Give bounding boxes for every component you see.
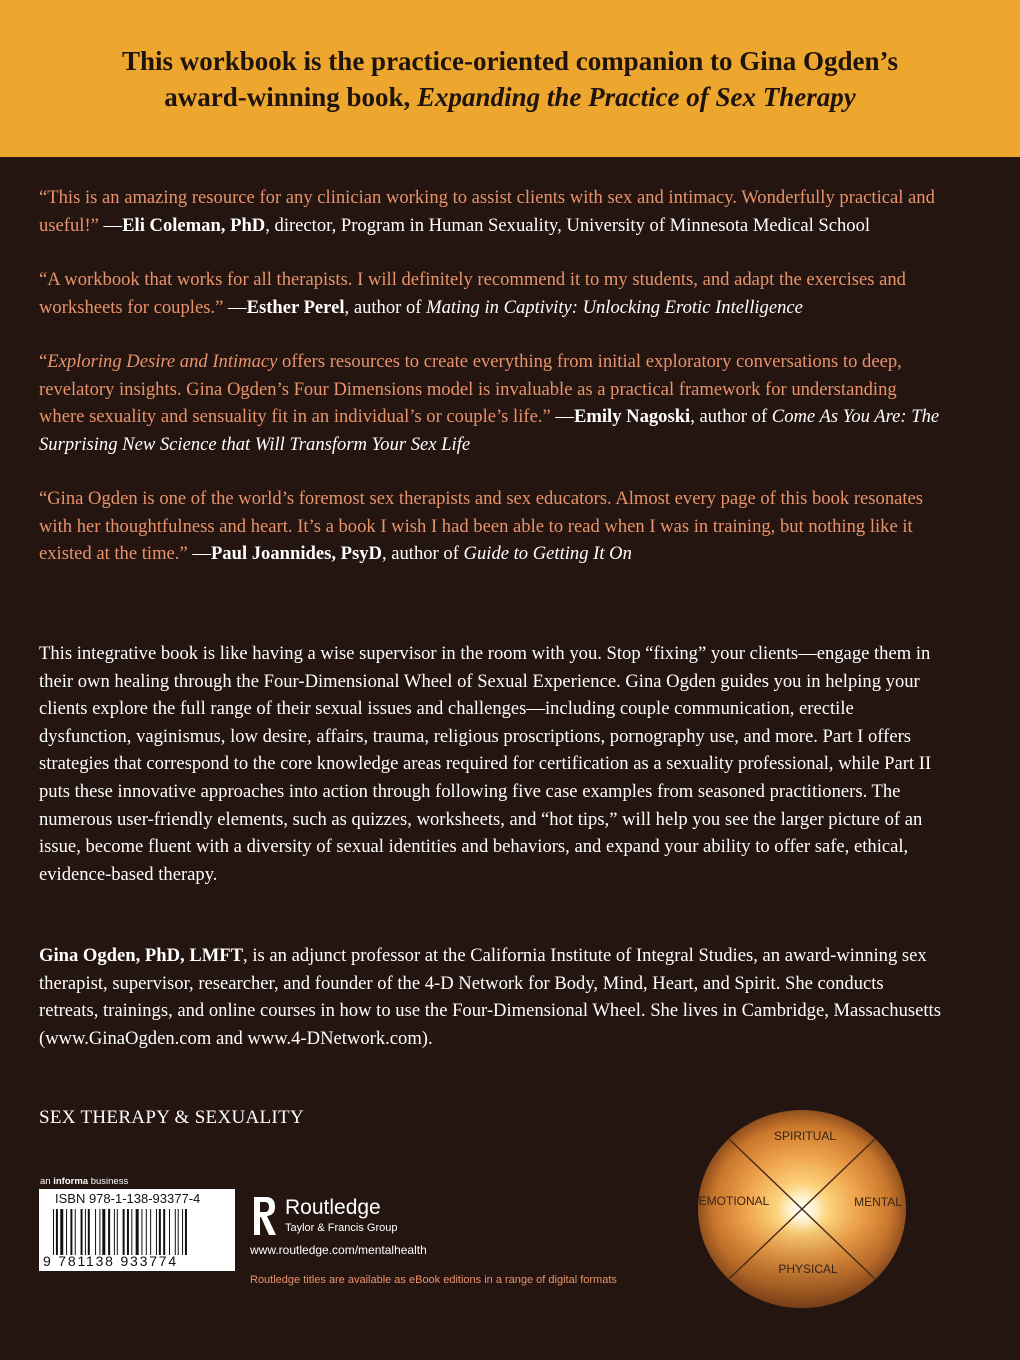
author-bio: [39, 942, 944, 1052]
publisher-name: Routledge: [285, 1196, 381, 1219]
quote-dash: —: [103, 214, 123, 236]
quote-dash: —: [227, 296, 247, 318]
endorsement-coleman: [39, 184, 944, 239]
wheel-label-spiritual: SPIRITUAL: [773, 1129, 837, 1143]
informa-prefix: an: [40, 1176, 54, 1187]
quote-book-title: Guide to Getting It On: [463, 543, 632, 564]
quote-author: Emily Nagoski: [573, 406, 691, 427]
wheel-label-physical: PHYSICAL: [778, 1262, 838, 1276]
informa-tagline: [40, 1176, 128, 1187]
quote-author: Paul Joannides, PsyD: [210, 543, 382, 564]
author-bio-text: , is an adjunct professor at the California Institute of Integral Studies, an award-winning sex therapist, supervisor, researcher, and founder of the 4-D Network for Body, Mind, Heart, and Spirit. She conducts retreats, trainings, and online courses in how to use the Four-Dimensional Wheel. She lives in Cambridge, Massachusetts (www.GinaOgden.com and www.4-DNetwork.com).: [39, 945, 941, 1049]
endorsements: [39, 184, 944, 595]
publisher-group: Taylor & Francis Group: [285, 1222, 398, 1234]
four-dimensional-wheel: [697, 1109, 907, 1309]
quote-attribution: , author of: [344, 296, 427, 318]
quote-attribution: , author of: [690, 406, 772, 427]
banner-line-1: This workbook is the practice-oriented companion to Gina Ogden’s: [121, 45, 899, 76]
endorsement-nagoski: [39, 348, 944, 458]
barcode-bars-icon: [53, 1209, 229, 1255]
quote-title: Exploring Desire and Intimacy: [47, 351, 278, 372]
wheel-label-mental: MENTAL: [854, 1195, 902, 1209]
banner-line-2: [164, 79, 856, 115]
quote-attribution: , author of: [381, 543, 464, 564]
top-banner: [0, 0, 1020, 157]
quote-author: Esther Perel: [246, 296, 345, 318]
publisher-url[interactable]: www.routledge.com/mentalhealth: [250, 1243, 427, 1257]
quote-open: “: [39, 351, 48, 372]
quote-book-title: Come As You Are: The Surprising New Science that Will Transform Your Sex Life: [39, 406, 940, 455]
ebook-note: Routledge titles are available as eBook editions in a range of digital formats: [250, 1274, 617, 1286]
endorsement-perel: [39, 266, 944, 321]
quote-text: offers resources to create everything from initial exploratory conversations to deep, revelatory insights. Gina Ogden’s Four Dimensions model is invaluable as a practical framework for understanding where sexuality and sensuality fit in an individual’s or couple’s life.”: [39, 351, 902, 427]
wheel-label-emotional: EMOTIONAL: [698, 1194, 770, 1208]
isbn-digits: 9 781138 933774: [43, 1253, 178, 1269]
isbn-label: ISBN 978-1-138-93377-4: [55, 1191, 201, 1206]
informa-suffix: business: [88, 1176, 129, 1187]
quote-dash: —: [555, 406, 574, 427]
banner-line-2-prefix: award-winning book,: [164, 81, 418, 112]
banner-book-title: Expanding the Practice of Sex Therapy: [417, 81, 856, 112]
informa-brand: informa: [53, 1176, 89, 1187]
quote-attribution: , director, Program in Human Sexuality, University of Minnesota Medical School: [265, 214, 871, 236]
quote-text: “A workbook that works for all therapists. I will definitely recommend it to my students, and adapt the exercises and worksheets for couples.”: [39, 269, 906, 318]
quote-author: Eli Coleman, PhD: [122, 214, 266, 236]
book-description: This integrative book is like having a wise supervisor in the room with you. Stop “fixing” your clients—engage them in their own healing through the Four-Dimensional Wheel of Sexual Experience. Gina Ogden guides you in helping your clients explore the full range of their sexual issues and challenges—including couple communication, erectile dysfunction, vaginismus, low desire, affairs, trauma, religious proscriptions, pornography use, and more. Part I offers strategies that correspond to the core knowledge areas required for certification as a sexuality professional, while Part II puts these innovative approaches into action through following five case examples from seasoned practitioners. The numerous user-friendly elements, such as quizzes, worksheets, and “hot tips,” will help you see the larger picture of an issue, become fluent with a diversity of sexual identities and behaviors, and expand your ability to offer safe, ethical, evidence-based therapy.: [39, 643, 932, 885]
quote-text: “This is an amazing resource for any clinician working to assist clients with sex and intimacy. Wonderfully practical and useful!”: [39, 187, 935, 236]
quote-text: “Gina Ogden is one of the world’s foremost sex therapists and sex educators. Almost every page of this book resonates with her thoughtfulness and heart. It’s a book I wish I had been able to read when I was in training, but nothing like it existed at the time.”: [39, 488, 924, 564]
author-name: Gina Ogden, PhD, LMFT: [39, 945, 244, 966]
quote-book-title: Mating in Captivity: Unlocking Erotic Intelligence: [426, 296, 803, 318]
routledge-logo-icon: [252, 1195, 278, 1237]
quote-dash: —: [192, 543, 211, 564]
endorsement-joannides: [39, 485, 944, 568]
subject-category: SEX THERAPY & SEXUALITY: [39, 1107, 304, 1128]
isbn-barcode: [39, 1189, 235, 1271]
